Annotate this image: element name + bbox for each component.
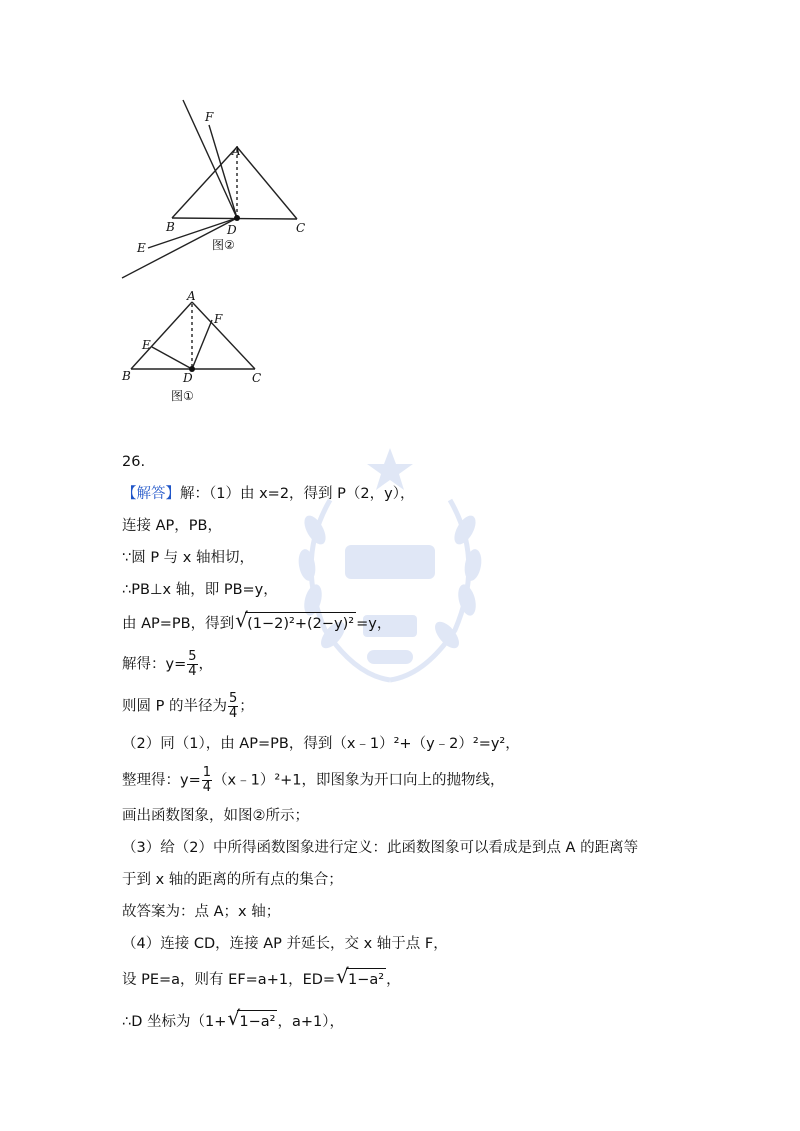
label-c-fig1: C [252,371,262,385]
answer-tag: 【解答】 [122,486,180,502]
figure-1 [131,302,255,369]
fraction-denominator: 4 [202,780,212,795]
solution-line-13: 故答案为：点 A；x 轴； [122,904,281,920]
fraction-5-4-radius [228,692,238,721]
fraction-numerator: 1 [202,765,212,780]
geometry-figures [0,0,800,420]
label-f-fig2: F [205,110,214,124]
solution-line-4: ∴PB⊥x 轴，即 PB=y， [122,582,278,598]
solution-line-3: ∵圆 P 与 x 轴相切， [122,550,254,566]
label-d-fig1: D [183,371,193,385]
solution-text-15-post: ， [386,972,401,988]
solution-line-5 [122,608,392,634]
label-a-fig1: A [187,289,196,303]
solution-line-10: 画出函数图象，如图②所示； [122,808,309,824]
label-b-fig1: B [122,369,131,383]
solution-line-1 [122,484,414,504]
solution-text-1: 解：（1）由 x=2，得到 P（2，y）， [180,486,415,502]
label-b-fig2: B [166,220,175,234]
point-d-fig2 [234,215,240,221]
solution-text-7-post: ； [239,698,254,715]
figure-2 [122,100,297,278]
fraction-denominator: 4 [188,664,197,679]
solution-text-5-pre: 由 AP=PB，得到 [122,616,235,632]
fraction-numerator: 5 [228,691,238,706]
solution-line-11: （3）给（2）中所得函数图象进行定义：此函数图象可以看成是到点 A 的距离等 [122,840,639,856]
solution-text-16-pre: ∴D 坐标为（1+ [122,1014,227,1030]
solution-line-12: 于到 x 轴的距离的所有点的集合； [122,872,343,888]
question-number: 26. [122,454,146,470]
solution-text-16-post: ，a+1）， [277,1014,344,1030]
label-d-fig2: D [227,223,237,237]
sqrt-radicand-ed: 1−a² [346,968,386,990]
label-c-fig2: C [296,221,306,235]
solution-line-8: （2）同（1），由 AP=PB，得到（x﹣1）²+（y﹣2）²=y²， [122,736,520,752]
sqrt-d-coord: √ 1−a² [227,1006,276,1030]
sqrt-expression: √ (1−2)²+(2−y)² [235,608,355,632]
solution-line-9 [122,766,505,795]
solution-line-2: 连接 AP，PB， [122,518,222,534]
solution-line-16 [122,1006,344,1032]
solution-text-15-pre: 设 PE=a，则有 EF=a+1，ED= [122,972,336,988]
label-a-fig2: A [232,144,241,158]
watermark-emblem [275,440,505,690]
caption-fig1: 图① [171,389,194,403]
solution-text-5-post: =y， [356,616,392,632]
fraction-numerator: 5 [188,649,197,664]
fraction-1-4 [202,766,212,795]
sqrt-radicand: (1−2)²+(2−y)² [245,612,356,634]
fraction-denominator: 4 [228,706,238,721]
caption-fig2: 图② [212,238,235,252]
sqrt-ed: √ 1−a² [336,964,385,988]
solution-text-7-pre: 则圆 P 的半径为 [122,698,227,715]
solution-text-9-post: （x﹣1）²+1，即图象为开口向上的抛物线， [213,772,505,789]
solution-text-9-pre: 整理得：y= [122,772,201,789]
label-f-fig1: F [214,312,223,326]
sqrt-radicand-d: 1−a² [237,1010,277,1032]
solution-line-14: （4）连接 CD，连接 AP 并延长，交 x 轴于点 F， [122,936,448,952]
label-e-fig1: E [142,338,151,352]
solution-line-15 [122,964,401,990]
label-e-fig2: E [137,241,146,255]
solution-line-6 [122,650,213,679]
fraction-5-4 [187,650,197,679]
solution-line-7 [122,692,254,721]
solution-text-6-post: ， [198,656,214,673]
solution-text-6-pre: 解得：y= [122,656,187,673]
